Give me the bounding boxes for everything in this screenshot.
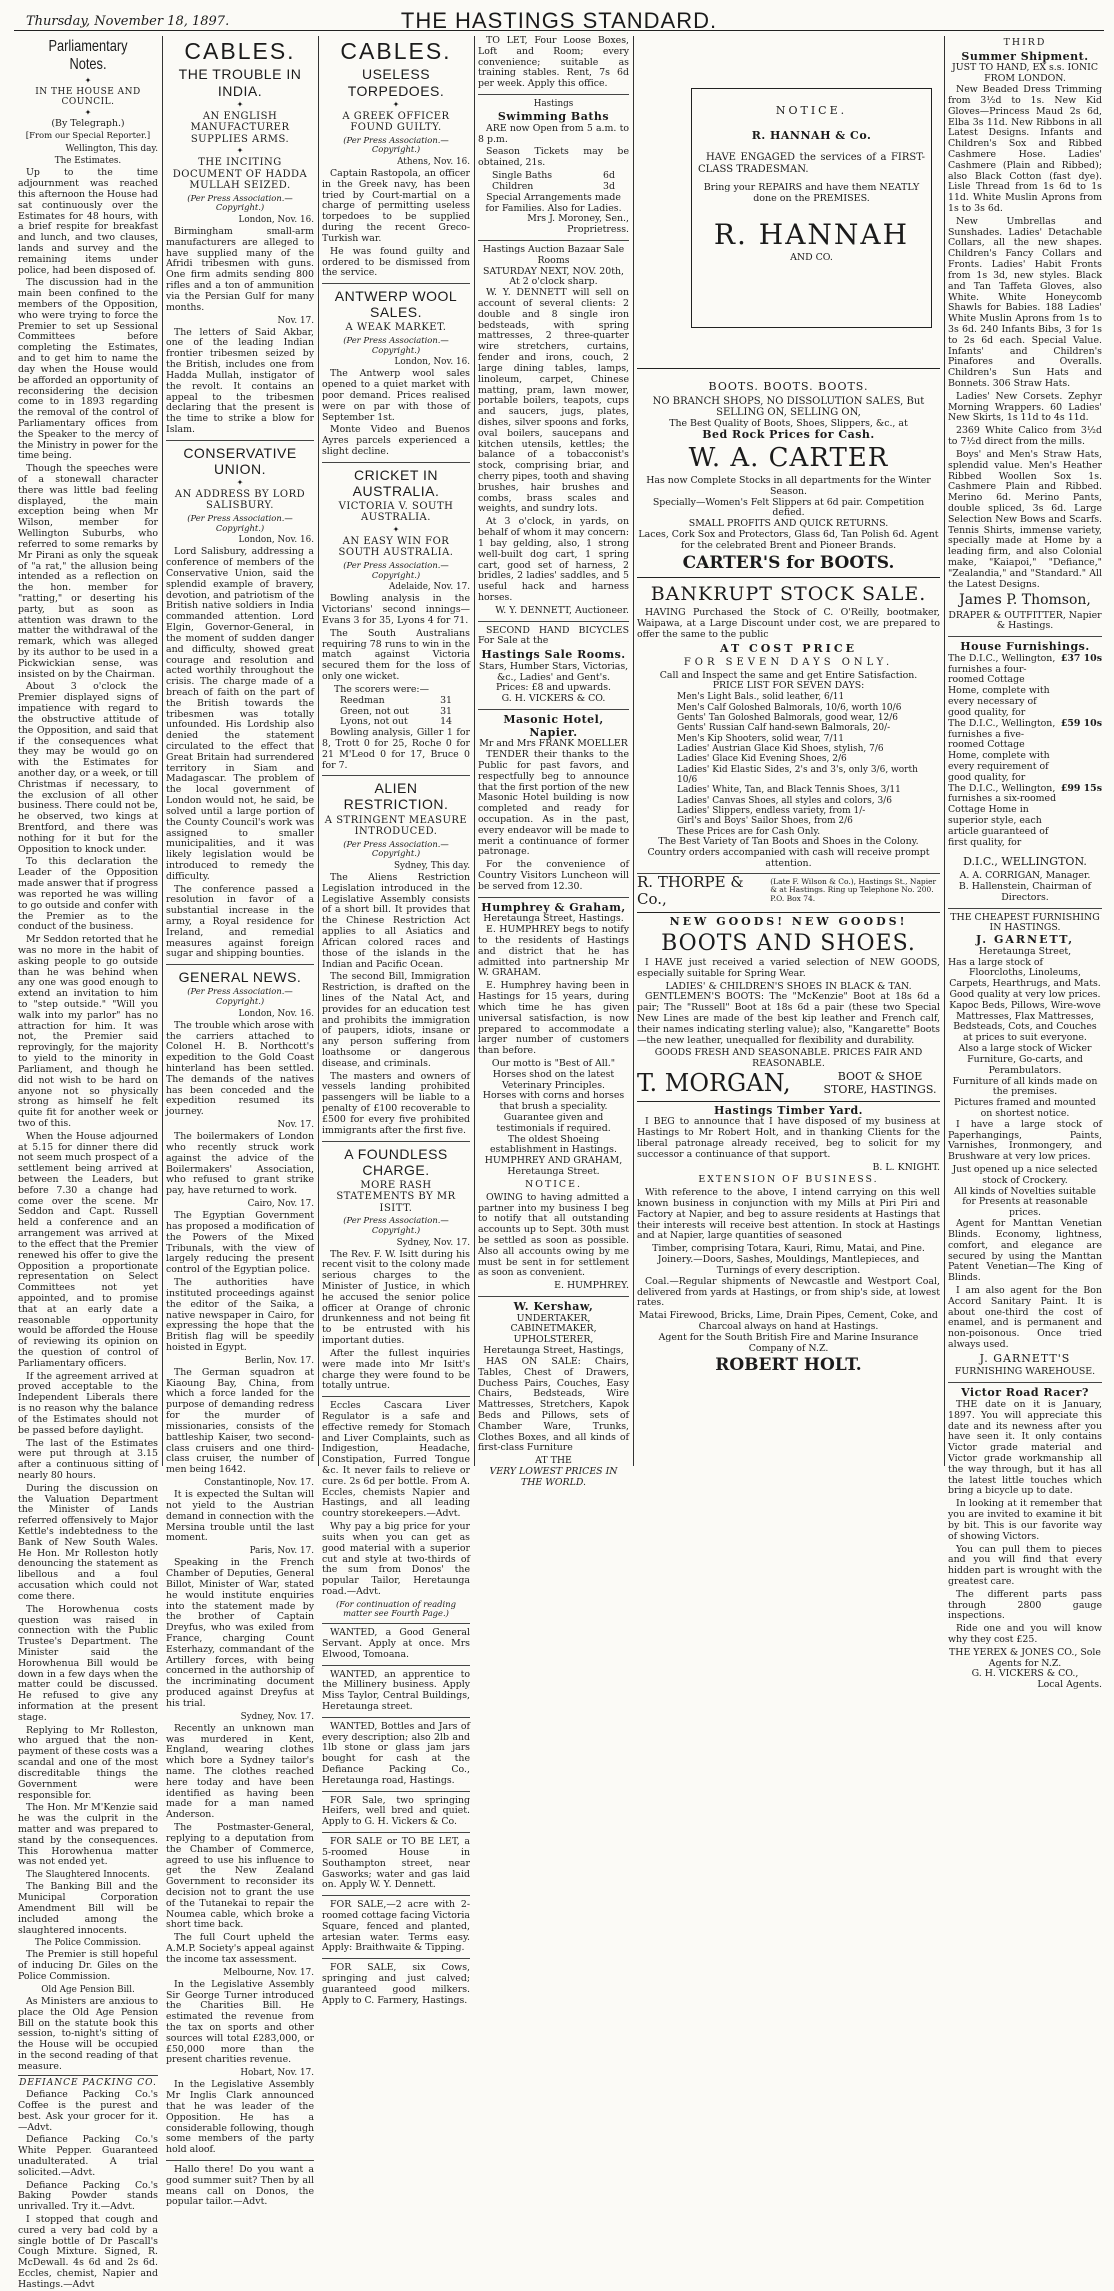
paragraph: Bowling analysis, Giller 1 for 8, Trott 0 for 25, Roche 0 for 21 M'Leod 0 for 17, Bruce 0 for 7. — [322, 727, 470, 771]
signature: B. L. KNIGHT. — [872, 1161, 940, 1173]
price-list-item: Girl's and Boys' Sailor Shoes, from 2/6 — [677, 816, 853, 827]
furnishing-row: The D.I.C., Wellington, furnishes a six-roomed Cottage Home in superior style, each article guaranteed of first quality, for £99 15s — [948, 782, 1102, 848]
price-list — [677, 692, 940, 837]
ad-place: Hastings — [533, 99, 574, 110]
paragraph: GOODS FRESH AND SEASONABLE. PRICES FAIR AND REASONABLE. — [654, 1047, 923, 1070]
carter-name: W. A. CARTER — [688, 443, 889, 474]
paragraph: The different parts pass through 2800 gauge inspections. — [948, 1588, 1102, 1622]
column-parliamentary-notes: Parliamentary Notes. ✦ IN THE HOUSE AND COUNCIL. ✦ (By Telegraph.) [From our Special Reporter.] Wellington, This day. The Estimates. Up to the time adjournment was reached this afternoon the House had sat continuously over the Estimates for 48 hours, with a brief respite for breakfast and lunch, and two clauses, lands and survey and the remaining items under police, had been disposed of. The discussion had in the main been confined to the members of the Opposition, who were trying to force the Premier to set up Sessional Committees before completing the Estimates, and to get him to name the day when the House would be afforded an opportunity of reconsidering the decision come to in 1893 regarding the removal of the control of Parliamentary offices from the Speaker to the mercy of the Ministry in power for the time being. Though the speeches were of a stonewall character there was little bad feeling displayed, the main exception being when Mr Wilson, member for Wellington Suburbs, who referred to some remarks by Mr Pirani as only the squeak of "a rat," the allusion being intended as a reflection on the hon. member for "ratting," or deserting his party, but as soon as attention was drawn to the matter the withdrawal of the remark, which was alleged by its author to be used in a Pickwickian sense, was insisted on by the Chairman. About 3 o'clock the Premier displayed signs of impatience with regard to the obstructive attitude of the Opposition, and said that if the consequences what they may be would go on with the Estimates for another day, or a week, or till Christmas if necessary, to the exclusion of all other business. There could not be, he observed, two kings at Brentford, and there was nothing for it but for the Opposition to knock under. To this declaration the Leader of the Opposition made answer that if progress was reported he was willing to go outside and confer with the Premier as to the conduct of the business. Mr Seddon retorted that he was no more in the habit of asking people to go outside than he was behind when any one was good enough to extend an invitation to him to "step outside." "Will you walk into my parlor" has no attraction for him. It was not, the Premier said reprovingly, for the majority to yield to the minority in Parliament, and though he did not wish to be hard on anyone not so physically strong as himself he felt quite fit for another week or two of this. When the House adjourned at 5.15 for dinner there did not seem much prospect of a settlement being arrived at between the Leaders, but before 7.30 a change had come over the scene. Mr Seddon and Capt. Russell held a conference and an arrangement was arrived at to the effect that the Premier renewed his offer to give the Opposition a proportionate representation on Select Committees not yet appointed, and to promise that at an early date a reasonable opportunity would be afforded the House of reviewing its opinion on the question of control of Parliamentary officers. If the agreement arrived at proved acceptable to the Independent Liberals there is no reason why the balance of the Estimates should not be passed before daylight. The last of the Estimates were put through at 3.15 after a continuous sitting of nearly 80 hours. During the discussion on the Valuation Department the Minister of Lands referred offensively to Major Kettle's indebtedness to the Bank of New South Wales. He Hon. Mr Rolleston hotly denouncing the statement as libellous and a foul accusation which could not come there. The Horowhenua costs question was raised in connection with the Public Trustee's Department. The Minister said the Horowhenua Bill would be down in a few days when the matter could be discussed. He refused to give any information at the present stage. Replying to Mr Rolleston, who argued that the non-payment of these costs was a scandal and one of the most discreditable things the Government were responsible for. The Hon. Mr M'Kenzie said he was the culprit in the matter and was prepared to stand by the consequences. This Horowhenua matter was not ended yet. The Slaughtered Innocents. The Banking Bill and the Municipal Corporation Amendment Bill will be included among the slaughtered innocents. The Police Commission. The Premier is still hopeful of inducing Dr. Giles on the Police Commission. Old Age Pension Bill. As Ministers are anxious to place the Old Age Pension Bill on the statute book this session, to-night's sitting of the House will be occupied in the second reading of that measure. DEFIANCE PACKING CO. Defiance Packing Co.'s Coffee is the purest and best. Ask your grocer for it.—Advt. Defiance Packing Co.'s White Pepper. Guaranteed unadulterated. A trial solicited.—Advt. Defiance Packing Co.'s Baking Powder stands unrivalled. Try it.—Advt. I stopped that cough and cured a very bad cold by a single bottle of Dr Pascall's Cough Mixture. Signed, R. McDewall. 4s 6d and 2s 6d. Eccles, chemist, Napier and Hastings.—Advt — [18, 38, 158, 2290]
classified-ad: TO LET, Four Loose Boxes, Loft and Room; every convenience; suitable as training stables. Rent, 7s 6d per week. Apply this office. — [478, 35, 629, 90]
paragraph: Stars, Humber Stars, Victorias, &c., Ladies' and Gent's. — [478, 660, 629, 683]
dateline: Sydney, Nov. 17. — [396, 1237, 470, 1248]
paragraph: Bowling analysis in the Victorians' second innings—Evans 3 for 35, Lyons 4 for 71. — [322, 593, 470, 627]
paragraph: Guarantee given and testimonials if required. — [496, 1112, 611, 1134]
paragraph: Lord Salisbury, addressing a conference of members of the Conservative Union, said the splendid example of bravery, devotion, and patriotism of the British native soldiers in India commanded attention. Lord Elgin, Governor-General, in the moment of sudden danger and difficulty, showed great courage and resolution and acted worthily throughout the crisis. The charge made of a breach of faith on the part of the British towards the tribesmen was totally unfounded. His Lordship also denied the statement circulated to the effect that Great Britain had surrendered territory in Siam and Madagascar. The problem of the local government of London would not, he said, be solved until a large portion of the County Council's work was assigned to smaller municipalities, and it was likely legislation would be introduced to remedy the difficulty. — [166, 546, 314, 882]
morgan-sign — [637, 1070, 940, 1098]
carter-logo: CARTER'S for BOOTS. — [682, 552, 895, 573]
paragraph: The Horowhenua costs question was raised in connection with the Public Trustee's Department. The Minister said the Horowhenua Bill would be down in a few days when the matter could be discussed. He refused to give any information at the present stage. — [18, 1603, 158, 1723]
paragraph: Replying to Mr Rolleston, who argued that the non-payment of these costs was a scandal and one of the most discreditable things the Government were responsible for. — [18, 1724, 158, 1801]
paragraph: Horses with corns and horses that brush a speciality. — [482, 1090, 625, 1113]
section-title: Parliamentary Notes. — [48, 38, 128, 74]
price-list-item: Gents' Tan Goloshed Balmorals, good wear, 12/6 — [677, 712, 899, 723]
holt-ad — [637, 1101, 940, 1376]
dateline: Paris, Nov. 17. — [249, 1546, 314, 1557]
paragraph: The discussion had in the main been confined to the members of the Opposition, who were trying to force the Premier to set up Sessional Committees before completing the Estimates, and to get him to name the day when the House would be afforded an opportunity of reconsidering the decision come to in 1893 regarding the removal of the control of Parliamentary offices from the Speaker to the mercy of the Ministry in power for the time being. — [18, 277, 158, 462]
price-list-item: Men's Light Bals., solid leather, 6/11 — [677, 692, 845, 703]
paragraph: The German squadron at Kiaoung Bay, China, from which a force landed for the purpose of demanding redress for the murder of missionaries, consists of the battleship Kaiser, two second-class cruisers and one third-class cruiser, the number of men being 1642. — [166, 1366, 314, 1476]
article-subtitle: AN ENGLISH MANUFACTURER SUPPLIES ARMS. — [190, 110, 290, 145]
morgan-name: T. MORGAN, — [637, 1069, 791, 1098]
press-credit: (Per Press Association.—Copyright.) — [343, 559, 449, 580]
paragraph: Speaking in the French Chamber of Deputies, General Billot, Minister of War, stated he would institute enquiries into the statement made by the brother of Captain Dreyfus, who was exiled from France, charging Count Esterhazy, commandant of the Artillery forces, with being concerned in the authorship of the incriminating document produced against Dreyfus at his trial. — [166, 1557, 314, 1709]
paragraph: The Aliens Restriction Legislation introduced in the Legislative Assembly consists of a short bill. It provides that the Chinese Restriction Act applies to all Asiatics and African colored races and those of the islands in the Indian and Pacific Ocean. — [322, 872, 470, 970]
paragraph: Horses shod on the latest Veterinary Principles. — [492, 1068, 615, 1091]
classified-ad: FOR SALE or TO BE LET, a 5-roomed House in Southampton street, near Gasworks; water and gas laid on. Apply W. Y. Dennett. — [322, 1836, 470, 1891]
dateline: London, Nov. 16. — [238, 214, 314, 225]
paragraph: To this declaration the Leader of the Opposition made answer that if progress was reported he was willing to go outside and confer with the Premier as to the conduct of the business. — [18, 856, 158, 933]
section-heading: The Slaughtered Innocents. — [26, 1870, 150, 1881]
dateline: Constantinople, Nov. 17. — [204, 1477, 314, 1488]
score-row: Lyons, not out 14 — [340, 716, 452, 728]
chairman: B. Hallenstein, Chairman of Directors. — [958, 880, 1092, 903]
paragraph: Has a large stock of — [948, 956, 1043, 968]
paragraph: If the agreement arrived at proved acceptable to the Independent Liberals there is no reason why the balance of the Estimates should not be passed before daylight. — [18, 1370, 158, 1436]
signature: HUMPHREY AND GRAHAM, Heretaunga Street. — [484, 1155, 623, 1178]
paragraph: Mr Seddon retorted that he was no more in the habit of asking people to go outside than he was behind when any one was good enough to extend an invitation to him to "step outside." "Will you walk into my parlor" has no attraction for him. It was not, the Premier said reprovingly, for the majority to yield to the minority in Parliament, and though he did not wish to be hard on anyone not so physically strong as himself he felt quite fit for another week or two of this. — [18, 934, 158, 1129]
dateline: London, Nov. 16. — [394, 357, 470, 368]
paragraph: Bring your REPAIRS and have them NEATLY done on the PREMISES. — [703, 182, 920, 205]
advertisement: Eccles Cascara Liver Regulator is a safe and effective remedy for Stomach and Liver Complaints, such as Indigestion, Headache, Constipation, Furred Tongue &c. It never fails to relieve or cure. 2s 6d per bottle. From A. Eccles, chemists Napier and Hastings, and all leading country storekeepers.—Advt. — [322, 1400, 470, 1520]
vickers: G. H. VICKERS & CO., — [971, 1668, 1079, 1680]
section-heading: The Estimates. — [54, 156, 122, 167]
paragraph: Birmingham small-arm manufacturers are alleged to have supplied many of the Afridi tribesmen with guns. One firm admits sending 800 rifles and a ton of ammunition via the Persian Gulf for many months. — [166, 226, 314, 313]
paragraph: Timber, comprising Totara, Kauri, Rimu, Matai, and Pine. — [652, 1243, 925, 1255]
article-title: USELESS TORPEDOES. — [347, 66, 445, 99]
paragraph: Country orders accompanied with cash will receive prompt attention. — [647, 846, 930, 869]
advertisement: Defiance Packing Co.'s Baking Powder stands unrivalled. Try it.—Advt. — [18, 2179, 158, 2213]
paragraph: Just opened up a nice selected stock of Crockery. — [952, 1164, 1098, 1186]
dateline: Athens, Nov. 16. — [397, 156, 470, 167]
paragraph: In the Legislative Assembly Mr Inglis Clark announced that he was leader of the Opposition. He has a considerable following, though some members of the party hold aloof. — [166, 2079, 314, 2156]
price-list-item: Ladies' Austrian Glace Kid Shoes, stylish, 7/6 — [677, 743, 884, 754]
dic-name: D.I.C., WELLINGTON. — [963, 855, 1087, 869]
paragraph: HAS ON SALE: Chairs, Tables, Chest of Drawers, Duchess Pairs, Couches, Easy Chairs, Bedsteads, Wire Mattresses, Stretchers, Kapok Beds and Pillows, sets of Chamber Ware, Trunks, Clothes Boxes, and all kinds of first-class Furniture — [478, 1355, 629, 1454]
boots-heading: BOOTS. BOOTS. BOOTS. — [708, 380, 869, 393]
morgan-ad — [637, 912, 940, 1098]
dateline: Nov. 17. — [277, 315, 314, 326]
paragraph: Matai Firewood, Bricks, Lime, Drain Pipes, Cement, Coke, and Charcoal always on hand at Hastings. — [639, 1310, 938, 1332]
paragraph: Joinery.—Doors, Sashes, Mouldings, Mantlepieces, and Turnings of every description. — [657, 1254, 920, 1276]
paragraph: Agent for the South British Fire and Marine Insurance Company of N.Z. — [658, 1331, 919, 1354]
paragraph: E. Humphrey having been in Hastings for 15 years, during which time he has given universal satisfaction, is now prepared to accommodate a larger number of customers than before. — [478, 980, 629, 1057]
article-subtitle: MORE RASH STATEMENTS BY MR ISITT. — [336, 1179, 456, 1214]
price-list-item: Ladies' Slippers, endless variety, from 1/- — [677, 806, 866, 817]
paragraph: Also a large stock of Wicker Furniture, Go-carts, and Perambulators. — [958, 1043, 1092, 1076]
article-subtitle: A GREEK OFFICER FOUND GUILTY. — [342, 110, 450, 134]
advertisement: Defiance Packing Co.'s Coffee is the purest and best. Ask your grocer for it.—Advt. — [18, 2089, 158, 2133]
column-rule — [318, 36, 319, 1466]
paragraph: I am also agent for the Bon Accord Sanitary Paint. It is about one-third the cost of enamel, and is permanent and non-poisonous. Once tried always used. — [948, 1284, 1102, 1351]
paragraph: THE CHEAPEST FURNISHING IN HASTINGS. — [950, 911, 1100, 934]
paragraph: The letters of Said Akbar, one of the leading Indian frontier tribesmen seized by the British, includes one from Hadda Mullah, instigator of the revolt. It contains an appeal to the tribesmen declaring that the present is the time to strike a blow for Islam. — [166, 326, 314, 435]
carter-ad — [637, 368, 940, 573]
classified-ad: WANTED, an apprentice to the Millinery business. Apply Miss Taylor, Central Buildings, Heretaunga street. — [322, 1668, 470, 1712]
paragraph: Agent for Manttan Venetian Blinds. Economy, lightness, comfort, and elegance are secured by using the Manttan Patent Venetian—The King of Blinds. — [948, 1218, 1102, 1284]
column-rule — [633, 36, 634, 1466]
motto: Our motto is "Best of All." — [491, 1057, 616, 1069]
dateline: Hobart, Nov. 17. — [240, 2068, 314, 2079]
article-subtitle: VICTORIA V. SOUTH AUSTRALIA. — [338, 500, 454, 524]
signature: E. HUMPHREY. — [554, 1280, 629, 1292]
paragraph: The Postmaster-General, replying to a deputation from the Chamber of Commerce, agreed to use his influence to get the New Zealand Government to reconsider its decision not to grant the use of the Tutanekai to repair the Noumea cable, which broke a short time back. — [166, 1822, 314, 1931]
bankrupt-heading: BANKRUPT STOCK SALE. — [650, 583, 927, 606]
score-row: Green, not out 31 — [340, 705, 452, 717]
ad-date: SATURDAY NEXT, NOV. 20th, At 2 o'clock sharp. — [482, 265, 625, 288]
cables-heading: CABLES. — [184, 38, 296, 64]
paragraph: The masters and owners of vessels landing prohibited passengers will be liable to a penalty of £100 recoverable to £500 for every five prohibited immigrants after the first five. — [322, 1070, 470, 1136]
dateline: Berlin, Nov. 17. — [244, 1355, 314, 1366]
address: Heretaunga Street, — [978, 945, 1072, 957]
paragraph: Special Arrangements made for Families. Also for Ladies. — [485, 191, 622, 214]
paragraph: He was found guilty and ordered to be dismissed from the service. — [322, 245, 470, 279]
signature: G. H. VICKERS & CO. — [501, 693, 606, 705]
paragraph: Monte Video and Buenos Ayres parcels experienced a slight decline. — [322, 424, 470, 457]
advertisement: Defiance Packing Co.'s White Pepper. Guaranteed unadulterated. A trial solicited.—Advt. — [18, 2134, 158, 2178]
article-subtitle: AN ADDRESS BY LORD SALISBURY. — [174, 488, 306, 512]
paragraph: LADIES' & CHILDREN'S SHOES IN BLACK & TAN. — [665, 980, 912, 992]
column-cables-india: CABLES. THE TROUBLE IN INDIA. ✦ AN ENGLISH MANUFACTURER SUPPLIES ARMS. ✦ THE INCITING DOCUMENT OF HADDA MULLAH SEIZED. (Per Press Association.—Copyright.) London, Nov. 16. Birmingham small-arm manufacturers are alleged to have supplied many of the Afridi tribesmen with guns. One firm admits sending 800 rifles and a ton of ammunition via the Persian Gulf for many months. Nov. 17. The letters of Said Akbar, one of the leading Indian frontier tribesmen seized by the British, includes one from Hadda Mullah, instigator of the revolt. It contains an appeal to the tribesmen declaring that the present is the time to strike a blow for Islam. CONSERVATIVE UNION. ✦ AN ADDRESS BY LORD SALISBURY. (Per Press Association.—Copyright.) London, Nov. 16. Lord Salisbury, addressing a conference of members of the Conservative Union, said the splendid example of bravery, devotion, and patriotism of the British native soldiers in India commanded attention. Lord Elgin, Governor-General, in the moment of sudden danger and difficulty, showed great courage and resolution and acted worthily throughout the crisis. The charge made of a breach of faith on the part of the British towards the tribesmen was totally unfounded. His Lordship also denied the statement circulated to the effect that Great Britain had surrendered territory in Siam and Madagascar. The problem of the local government of London would not, he said, be solved until a large portion of the County Council's work was assigned to smaller municipalities, and it was likely legislation would be introduced to remedy the difficulty. The conference passed a resolution in favor of a substantial increase in the army, a Royal residence for Ireland, and remedial measures against foreign sugar and shipping bounties. GENERAL NEWS. (Per Press Association.—Copyright.) London, Nov. 16. The trouble which arose with the carriers attached to Colonel H. B. Northcott's expedition to the Gold Coast hinterland has been settled. The demands of the natives has been conceded and the expedition resumed its journey. Nov. 17. The boilermakers of London who recently struck work against the advice of the Boilermakers' Association, who refused to grant strike pay, have returned to work. Cairo, Nov. 17. The Egyptian Government has proposed a modification of the Powers of the Mixed Tribunals, with the view of largely reducing the present control of the Egyptian police. The authorities have instituted proceedings against the editor of the Saika, a native newspaper in Cairo, for expressing the hope that the British flag will be speedily hoisted in Egypt. Berlin, Nov. 17. The German squadron at Kiaoung Bay, China, from which a force landed for the purpose of demanding redress for the murder of missionaries, consists of the battleship Kaiser, two second-class cruisers and one third-class cruiser, the number of men being 1642. Constantinople, Nov. 17. It is expected the Sultan will not yield to the Austrian demand in connection with the Mersina trouble until the last moment. Paris, Nov. 17. Speaking in the French Chamber of Deputies, General Billot, Minister of War, stated he would institute enquiries into the statement made by the brother of Captain Dreyfus, who was exiled from France, charging Count Esterhazy, commandant of the Artillery forces, with being concerned in the authorship of the incriminating document produced against Dreyfus at his trial. Sydney, Nov. 17. Recently an unknown man was murdered in Kent, England, wearing clothes which bore a Sydney tailor's name. The clothes reached here today and have been identified as having been made for a man named Anderson. The Postmaster-General, replying to a deputation from the Chamber of Commerce, agreed to use his influence to get the New Zealand Government to reconsider its decision not to grant the use of the Tutanekai to repair the Noumea cable, which broke a short time back. The full Court upheld the A.M.P. Society's appeal against the income tax assessment. Melbourne, Nov. 17. In the Legislative Assembly Sir George Turner introduced the Charities Bill. He estimated the revenue from the tax on sports and other sources will total £283,000, or £50,000 more than the present charities revenue. Hobart, Nov. 17. In the Legislative Assembly Mr Inglis Clark announced that he was leader of the Opposition. He has a considerable following, though some members of the party hold aloof. Hallo there! Do you want a good summer suit? Then by all means call on Donos, the popular tailor.—Advt. — [166, 38, 314, 2208]
article-subtitle: A WEAK MARKET. — [345, 322, 447, 334]
paragraph: The Premier is still hopeful of inducing Dr. Giles on the Police Commission. — [18, 1949, 158, 1983]
holt-name: ROBERT HOLT. — [715, 1355, 862, 1376]
paragraph: 2369 White Calico from 3½d to 7½d direct from the mills. — [948, 425, 1102, 448]
paragraph: Ride one and you will know why they cost £25. — [948, 1623, 1102, 1645]
paragraph: Furniture of all kinds made on the premises. — [952, 1075, 1098, 1098]
column-rule — [474, 36, 475, 1466]
dateline: Sydney, This day. — [393, 860, 470, 871]
cost-price: AT COST PRICE — [720, 641, 857, 655]
furnishing-row: The D.I.C., Wellington, furnishes a four-roomed Cottage Home, complete with every necessary of good quality, for £37 10s — [948, 652, 1102, 718]
baths-title: Swimming Baths — [497, 110, 610, 124]
paragraph: The trouble which arose with the carriers attached to Colonel H. B. Northcott's expedition to the Gold Coast hinterland has been settled. The demands of the natives has been conceded and the expedition resumed its journey. — [166, 1019, 314, 1118]
paragraph: JUST TO HAND, EX s.s. IONIC FROM LONDON. — [951, 62, 1099, 85]
notice-title: NOTICE. — [525, 1178, 582, 1190]
furnishing-row: The D.I.C., Wellington, furnishes a five-roomed Cottage Home, complete with every requirement of good quality, for £59 10s — [948, 717, 1102, 783]
hannah-name: R. HANNAH — [713, 218, 910, 252]
paragraph: Kapoc Beds, Pillows, Wire-wove Mattresses, Flax Mattresses, Bedsteads, Cots, and Couches at prices to suit everyone. — [949, 999, 1101, 1044]
column-local-ads — [478, 35, 629, 1488]
paragraph: Coal.—Regular shipments of Newcastle and Westport Coal, delivered from yards at Hastings, or from ship's side, at lowest rates. — [637, 1275, 940, 1309]
bed-rock-prices: Bed Rock Prices for Cash. — [702, 428, 875, 442]
paragraph: All kinds of Novelties suitable for Presents at reasonable prices. — [954, 1185, 1096, 1219]
paragraph: In looking at it remember that you are invited to examine it bit by bit. This is our favorite way of showing Victors. — [948, 1498, 1102, 1542]
column-rule — [162, 36, 163, 1466]
hannah-notice-box — [691, 88, 932, 328]
paragraph: VERY LOWEST PRICES IN THE WORLD. — [489, 1466, 618, 1488]
article-title: A FOUNDLESS CHARGE. — [344, 1145, 448, 1178]
article-title: GENERAL NEWS. — [178, 969, 302, 986]
paragraph: The Banking Bill and the Municipal Corporation Amendment Bill will be included among the slaughtered innocents. — [18, 1881, 158, 1936]
advertisement: I stopped that cough and cured a very bad cold by a single bottle of Dr Pascall's Cough Mixture. Signed, R. McDewall. 4s 6d and 2s 6d. Eccles, chemist, Napier and Hastings.—Advt — [18, 2214, 158, 2290]
section-heading: The Police Commission. — [34, 1938, 142, 1949]
paragraph: HAVING Purchased the Stock of C. O'Reilly, bootmaker, Waipawa, at a Large Discount under cost, we are prepared to offer the same to the public — [637, 607, 940, 640]
press-credit: (Per Press Association.—Copyright.) — [187, 986, 293, 1007]
local-agents: Local Agents. — [1037, 1679, 1102, 1691]
issue-date: Thursday, November 18, 1897. — [26, 14, 230, 29]
extension-heading: EXTENSION OF BUSINESS. — [698, 1174, 879, 1186]
paragraph: The authorities have instituted proceedings against the editor of the Saika, a native newspaper in Cairo, for expressing the hope that the British flag will be speedily hoisted in Egypt. — [166, 1277, 314, 1353]
paragraph: About 3 o'clock the Premier displayed signs of impatience with regard to the obstructive attitude of the Opposition, and said that if the consequences what they may be would go on with the Estimates for another day, or a week, or till Christmas if necessary, to the exclusion of all other business. There could not be, he observed, two kings at Brentford, and there was nothing for it but for the Opposition to knock under. — [18, 681, 158, 855]
dateline: Cairo, Nov. 17. — [247, 1199, 314, 1210]
price-row: Single Baths 6d — [492, 170, 615, 182]
paragraph: Pictures framed and mounted on shortest notice. — [954, 1097, 1096, 1119]
address: Heretaunga Street, Hastings, — [483, 1345, 624, 1357]
house-furnishings: House Furnishings. — [960, 640, 1090, 654]
paragraph: The second Bill, Immigration Restriction, is drafted on the lines of the Natal Act, and provides for an education test and prohibits the immigration of paupers, idiots, insane or any person suffering from loathsome or dangerous disease, and criminals. — [322, 971, 470, 1069]
classified-ad: WANTED, a Good General Servant. Apply at once. Mrs Elwood, Tomoana. — [322, 1627, 470, 1660]
paragraph: THE date on it is January, 1897. You will appreciate this date and its newness after you have seen it. It only contains Victor grade material and Victor grade workmanship all the way through, but it has all the latest little touches which bring a bicycle up to date. — [948, 1398, 1102, 1497]
subtitle: IN THE HOUSE AND COUNCIL. — [35, 86, 141, 108]
paragraph: Captain Rastopola, an officer in the Greek navy, has been tried by Court-martial on a charge of permitting useless torpedoes to be supplied during the recent Greco-Turkish war. — [322, 168, 470, 244]
paragraph: AT THE — [535, 1455, 572, 1467]
signature: W. Y. DENNETT, Auctioneer. — [495, 604, 629, 616]
hannah-heading: R. HANNAH & Co. — [751, 128, 872, 142]
paragraph: I BEG to announce that I have disposed of my business at Hastings to Mr Robert Holt, and in thanking Clients for the liberal patronage already received, beg to solicit for my successor a continuance of that support. — [637, 1116, 940, 1160]
advertisement: Why pay a big price for your suits when you can get as good material with a superior cut and style at two-thirds of the sum from Donos' the popular Tailor, Heretaunga road.—Advt. — [322, 1521, 470, 1597]
classified-ad: FOR Sale, two springing Heifers, well bred and quiet. Apply to G. H. Vickers & Co. — [322, 1794, 470, 1828]
paragraph: The Egyptian Government has proposed a modification of the Powers of the Mixed Tribunals, with the view of largely reducing the present control of the Egyptian police. — [166, 1210, 314, 1276]
classified-ad: FOR SALE,—2 acre with 2-roomed cottage facing Victoria Square, fenced and planted, artesian water. Terms easy. Apply: Braithwaite & Tipping. — [322, 1899, 470, 1954]
humphrey-graham-title: Humphrey & Graham, — [481, 900, 626, 914]
article-subtitle: THE INCITING DOCUMENT OF HADDA MULLAH SEIZED. — [172, 157, 308, 192]
byline: (By Telegraph.) — [51, 118, 125, 130]
timber-yard-title: Hastings Timber Yard. — [714, 1103, 863, 1117]
column-display-ads — [637, 36, 940, 1476]
paragraph: Call and Inspect the same and get Entire Satisfaction. — [659, 669, 918, 681]
paragraph: Season Tickets may be obtained, 21s. — [478, 146, 629, 169]
score-row: Reedman 31 — [340, 694, 452, 706]
article-title: CONSERVATIVE UNION. — [183, 444, 297, 477]
summer-shipment: Summer Shipment. — [961, 49, 1089, 63]
dateline: London, Nov. 16. — [238, 535, 314, 546]
seven-days: FOR SEVEN DAYS ONLY. — [683, 657, 894, 669]
cables-heading: CABLES. — [340, 38, 452, 64]
yerex-jones: THE YEREX & JONES CO., Sole Agents for N.Z. — [949, 1646, 1101, 1669]
paragraph: The Hon. Mr M'Kenzie said he was the culprit in the matter and was prepared to stand by the consequences. This Horowhenua matter was not ended yet. — [18, 1802, 158, 1868]
paragraph: The full Court upheld the A.M.P. Society's appeal against the income tax assessment. — [166, 1932, 314, 1965]
paragraph: During the discussion on the Valuation Department the Minister of Lands referred offensively to Major Kettle's indebtedness to the Bank of New South Wales. He Hon. Mr Rolleston hotly denouncing the statement as libellous and a foul accusation which could not come there. — [18, 1482, 158, 1602]
manager: A. A. CORRIGAN, Manager. — [959, 870, 1091, 882]
paragraph: The Best Quality of Boots, Shoes, Slippers, &c., at — [669, 417, 908, 429]
paragraph: I have a large stock of Paperhangings, Paints, Varnishes, Ironmongery, and Brushware at very low prices. — [948, 1118, 1102, 1163]
press-credit: (Per Press Association.—Copyright.) — [343, 134, 449, 155]
section-heading: Old Age Pension Bill. — [41, 1984, 135, 1995]
column-cables-world: CABLES. USELESS TORPEDOES. ✦ A GREEK OFFICER FOUND GUILTY. (Per Press Association.—Copyright.) Athens, Nov. 16. Captain Rastopola, an officer in the Greek navy, has been tried by Court-martial on a charge of permitting useless torpedoes to be supplied during the recent Greco-Turkish war. He was found guilty and ordered to be dismissed from the service. ANTWERP WOOL SALES. A WEAK MARKET. (Per Press Association.—Copyright.) London, Nov. 16. The Antwerp wool sales opened to a quiet market with poor demand. Prices realised were on par with those of September 1st. Monte Video and Buenos Ayres parcels experienced a slight decline. CRICKET IN AUSTRALIA. VICTORIA V. SOUTH AUSTRALIA. ✦ AN EASY WIN FOR SOUTH AUSTRALIA. (Per Press Association.—Copyright.) Adelaide, Nov. 17. Bowling analysis in the Victorians' second innings—Evans 3 for 35, Lyons 4 for 71. The South Australians requiring 78 runs to win in the match against Victoria secured them for the loss of only one wicket. The scorers were:— Reedman 31 Green, not out 31 Lyons, not out 14 Bowling analysis, Giller 1 for 8, Trott 0 for 25, Roche 0 for 21 M'Leod 0 for 17, Bruce 0 for 7. ALIEN RESTRICTION. A STRINGENT MEASURE INTRODUCED. (Per Press Association.—Copyright.) Sydney, This day. The Aliens Restriction Legislation introduced in the Legislative Assembly consists of a short bill. It provides that the Chinese Restriction Act applies to all Asiatics and African colored races and those of the islands in the Indian and Pacific Ocean. The second Bill, Immigration Restriction, is drafted on the lines of the Natal Act, and provides for an education test and prohibits the immigration of paupers, idiots, insane or any person suffering from loathsome or dangerous disease, and criminals. The masters and owners of vessels landing prohibited passengers will be liable to a penalty of £100 recoverable to £500 for every five prohibited immigrants after the first five. A FOUNDLESS CHARGE. MORE RASH STATEMENTS BY MR ISITT. (Per Press Association.—Copyright.) Sydney, Nov. 17. The Rev. F. W. Isitt during his recent visit to the colony made serious charges to the Minister of Justice, in which he accused the senior police officer at Orange of chronic drunkenness and not being fit to be entrusted with his important duties. After the fullest inquiries were made into Mr Isitt's charge they were found to be totally untrue. Eccles Cascara Liver Regulator is a safe and effective remedy for Stomach and Liver Complaints, such as Indigestion, Headache, Constipation, Furred Tongue &c. It never fails to relieve or cure. 2s 6d per bottle. From A. Eccles, chemists Napier and Hastings, and all leading country storekeepers.—Advt. Why pay a big price for your suits when you can get as good material with a superior cut and style at two-thirds of the sum from Donos' the popular Tailor, Heretaunga road.—Advt. (For continuation of reading matter see Fourth Page.) WANTED, a Good General Servant. Apply at once. Mrs Elwood, Tomoana. WANTED, an apprentice to the Millinery business. Apply Miss Taylor, Central Buildings, Heretaunga street. WANTED, Bottles and Jars of every description; also 2lb and 1lb stone or glass jam jars bought for cash at the Defiance Packing Co., Heretaunga road, Hastings. FOR Sale, two springing Heifers, well bred and quiet. Apply to G. H. Vickers & Co. FOR SALE or TO BE LET, a 5-roomed House in Southampton street, near Gasworks; water and gas laid on. Apply W. Y. Dennett. FOR SALE,—2 acre with 2-roomed cottage facing Victoria Square, fenced and planted, artesian water. Terms easy. Apply: Braithwaite & Tipping. FOR SALE, six Cows, springing and just calved; guaranteed good milkers. Apply to C. Farmery, Hastings. — [322, 38, 470, 2006]
paragraph: HAVE ENGAGED the services of a FIRST-CLASS TRADESMAN. — [698, 152, 925, 175]
paragraph: It is expected the Sultan will not yield to the Austrian demand in connection with the Mersina trouble until the last moment. — [166, 1489, 314, 1544]
address: Heretaunga Street, Hastings. — [483, 913, 624, 925]
article-subtitle: A STRINGENT MEASURE INTRODUCED. — [324, 814, 468, 838]
paragraph: The last of the Estimates were put through at 3.15 after a continuous sitting of nearly 80 hours. — [18, 1437, 158, 1481]
paragraph: E. HUMPHREY begs to notify to the residents of Hastings and district that he has admitted into partnership Mr W. GRAHAM. — [478, 924, 629, 979]
article-subtitle: AN EASY WIN FOR SOUTH AUSTRALIA. — [338, 535, 454, 559]
price-list-item: These Prices are for Cash Only. — [677, 826, 821, 837]
third-label: THIRD — [1003, 37, 1047, 48]
notice-heading: NOTICE. — [775, 104, 848, 117]
paragraph: Laces, Cork Sox and Protectors, Glass 6d, Tan Polish 6d. Agent for the celebrated Brent and Pioneer Brands. — [638, 529, 939, 551]
paragraph: Specially—Women's Felt Slippers at 6d pair. Competition defied. — [652, 496, 925, 519]
thorpe-ad — [637, 873, 940, 909]
thomson-subtitle: DRAPER & OUTFITTER, Napier & Hastings. — [948, 609, 1102, 632]
thorpe-address: (Late F. Wilson & Co.), Hastings St., Napier & at Hastings. Ring up Telephone No. 200. P.O. Box 74. — [770, 876, 937, 904]
boots-and-shoes: BOOTS AND SHOES. — [661, 930, 916, 956]
paragraph: I HAVE just received a varied selection of NEW GOODS, especially suitable for Spring Wear. — [637, 956, 940, 979]
dateline: Nov. 17. — [277, 1120, 314, 1131]
ad-subtitle: UNDERTAKER, CABINETMAKER, UPHOLSTERER, — [510, 1312, 597, 1346]
press-credit: (Per Press Association.—Copyright.) — [343, 838, 449, 859]
signature: Mrs J. Moroney, Sen., Proprietress. — [527, 213, 629, 236]
paragraph: SECOND HAND BICYCLES For Sale at the — [478, 624, 629, 647]
byline: [From our Special Reporter.] — [25, 131, 151, 142]
scorers-label: The scorers were:— — [334, 683, 429, 695]
dateline: Adelaide, Nov. 17. — [389, 582, 470, 593]
paragraph: The oldest Shoeing establishment in Hastings. — [490, 1133, 617, 1156]
press-credit: (Per Press Association.—Copyright.) — [343, 1215, 449, 1235]
garnett-name: J. GARNETT, — [975, 933, 1075, 947]
price-list-item: Men's Kip Shooters, solid wear, 7/11 — [677, 733, 844, 744]
price-list-item: Ladies' Kid Elastic Sides, 2's and 3's, only 3/6, worth 10/6 — [677, 764, 918, 786]
ad-names: Mr and Mrs FRANK MOELLER — [479, 738, 628, 750]
press-credit: (Per Press Association.—Copyright.) — [187, 512, 293, 533]
paragraph: The Best Variety of Tan Boots and Shoes in the Colony. — [658, 836, 919, 848]
defiance-logo: DEFIANCE PACKING CO. — [18, 2075, 158, 2088]
press-credit: (Per Press Association.—Copyright.) — [187, 192, 293, 213]
paragraph: Though the speeches were of a stonewall character there was little bad feeling displayed, the main exception being when Mr Wilson, member for Wellington Suburbs, who referred to some remarks by Mr Pirani as only the squeak of "a rat," the allusion being intended as a reflection on the hon. member for "ratting," or deserting his party, but as soon as attention was drawn to the matter the withdrawal of the remark, which was alleged by its author to be used in a Pickwickian sense, was insisted on by the Chairman. — [18, 463, 158, 680]
dateline: Sydney, Nov. 17. — [240, 1711, 314, 1722]
paragraph: W. Y. DENNETT will sell on account of several clients: 2 double and 8 single iron bedsteads, with spring mattresses, 2 three-quarter wire stretchers, curtains, fender and irons, couch, 2 large dining tables, lamps, linoleum, carpet, Chinese matting, pram, lawn mower, portable boilers, teapots, cups and saucers, jugs, plates, dishes, silver spoons and forks, oval boilers, saucepans and kitchen utensils, kettles; the balance of a tobacconist's stock, comprising briar, and cherry pipes, tooth and shaving brushes, hair brushes and combs, brass scales and weights, and sundry lots. — [478, 287, 629, 515]
paragraph: The Antwerp wool sales opened to a quiet market with poor demand. Prices realised were on par with those of September 1st. — [322, 368, 470, 423]
paragraph: Has now Complete Stocks in all departments for the Winter Season. — [646, 474, 931, 497]
price-list-item: Ladies' Glace Kid Evening Shoes, 2/6 — [677, 754, 847, 765]
paragraph: Recently an unknown man was murdered in Kent, England, wearing clothes which bore a Sydney tailor's name. The clothes reached here today and have been identified as having been made for a man named Anderson. — [166, 1722, 314, 1821]
classified-ad: WANTED, Bottles and Jars of every description; also 2lb and 1lb stone or glass jam jars bought for cash at the Defiance Packing Co., Heretaunga road, Hastings. — [322, 1720, 470, 1786]
paragraph: ARE now Open from 5 a.m. to 8 p.m. — [478, 122, 629, 145]
ad-heading: Hastings Auction Bazaar Sale Rooms — [482, 243, 625, 266]
classified-ad: FOR SALE, six Cows, springing and just calved; guaranteed good milkers. Apply to C. Farmery, Hastings. — [322, 1962, 470, 2006]
paragraph: For the convenience of Country Visitors Luncheon will be served from 12.30. — [478, 859, 629, 892]
paragraph: Ladies' New Corsets. Zephyr Morning Wrappers. 60 Ladies' New Skirts, 1s 11d to 4s 11d. — [948, 390, 1102, 424]
press-credit: (Per Press Association.—Copyright.) — [343, 334, 449, 355]
dateline: London, Nov. 16. — [238, 1008, 314, 1019]
masthead — [14, 0, 1104, 31]
continuation-note: (For continuation of reading matter see Fourth Page.) — [336, 1598, 456, 1619]
column-rule — [944, 36, 945, 1466]
paragraph: TENDER their thanks to the Public for past favors, and respectfully beg to announce that the first portion of the new Masonic Hotel building is now completed and ready for occupation. As in the past, every endeavor will be made to merit a continuance of former patronage. — [478, 749, 629, 858]
newspaper-title: THE HASTINGS STANDARD. — [400, 8, 718, 33]
article-title: ALIEN RESTRICTION. — [343, 780, 449, 813]
article-title: ANTWERP WOOL SALES. — [334, 288, 458, 321]
morgan-store: BOOT & SHOE STORE, HASTINGS. — [823, 1070, 937, 1096]
paragraph: OWING to having admitted a partner into my business I beg to notify that all outstanding accounts up to Sept. 30th must be settled as soon as possible. Also all accounts owing by me must be sent in for settlement as soon as convenient. — [478, 1191, 629, 1279]
masonic-title: Masonic Hotel, Napier. — [503, 713, 604, 739]
garnetts-name: J. GARNETT'S — [979, 1351, 1071, 1365]
article-title: CRICKET IN AUSTRALIA. — [352, 466, 440, 499]
price-list-item: Ladies' Canvas Shoes, all styles and colors, 3/6 — [677, 795, 892, 806]
paragraph: Floorcloths, Linoleums, Carpets, Hearthrugs, and Mats. Good quality at very low prices. — [949, 967, 1101, 1001]
column-drapery-ads — [948, 36, 1102, 1691]
sale-rooms-title: Hastings Sale Rooms. — [481, 648, 626, 662]
paragraph: New Beaded Dress Trimming from 3½d to 1s. New Kid Gloves—Princess Maud 2s 6d, Elba 3s 11d. New Ribbons in all Latest Designs. Infants and Children's Sox and Ribbed Cashmere Hose. Ladies' Cashmere (Plain and Ribbed); also Black Cotton (fast dye). Lisle Thread from 1s 6d to 1s 11d. White Muslin Aprons from 1s to 3s 6d. — [948, 84, 1102, 215]
article-title: THE TROUBLE IN INDIA. — [178, 66, 302, 99]
paragraph: GENTLEMEN'S BOOTS: The "McKenzie" Boot at 18s 6d a pair; The "Russell" Boot at 18s 6d a pair (these two Special New Lines are made of the best kip leather and French calf, their names indicating sterling value); also, "Kangarette" Boots—the new leather, unequalled for flexibility and durability. — [637, 991, 940, 1046]
price-list-item: Gents' Russian Calf hand-sewn Balmorals, 20/- — [677, 723, 891, 734]
price-row: Children 3d — [492, 180, 615, 192]
paragraph: You can pull them to pieces and you will find that every hidden part is wrought with the greatest care. — [948, 1543, 1102, 1587]
hannah-co: AND CO. — [790, 252, 833, 264]
paragraph: The boilermakers of London who recently struck work against the advice of the Boilermakers' Association, who refused to grant strike pay, have returned to work. — [166, 1131, 314, 1197]
paragraph: New Umbrellas and Sunshades. Ladies' Detachable Collars, all the new shapes. Children's Fancy Collars and Fronts. Ladies' Habit Fronts from 1s 3d, new styles. Black and Tan Taffeta Gloves, also White. White Honeycomb Shawls for Babies. 188 Ladies' White Muslin Aprons from 1s to 3s 6d. 240 Infants Bibs, 3 for 1s to 2s 6d each. Special Value. Infants' and Children's Pinafores and Overalls. Children's Sun Hats and Bonnets. 306 Straw Hats. — [948, 215, 1102, 390]
paragraph: The South Australians requiring 78 runs to win in the match against Victoria secured them for the loss of only one wicket. — [322, 627, 470, 683]
paragraph: With reference to the above, I intend carrying on this well known business in conjunction with my Mills at Piri Piri and Factory at Napier, and beg to assure residents at Hastings that their interests will receive best attention. In stock at Hastings and at Napier, large quantities of seasoned — [637, 1187, 940, 1242]
bankrupt-ad — [637, 577, 940, 908]
price-list-item: Ladies' White, Tan, and Black Tennis Shoes, 3/11 — [677, 785, 901, 796]
advertisement: Hallo there! Do you want a good summer suit? Then by all means call on Donos, the popular tailor.—Advt. — [166, 2164, 314, 2208]
paragraph: After the fullest inquiries were made into Mr Isitt's charge they were found to be totally untrue. — [322, 1347, 470, 1392]
warehouse: FURNISHING WAREHOUSE. — [954, 1366, 1096, 1378]
price-list-item: Men's Calf Goloshed Balmorals, 10/6, worth 10/6 — [677, 702, 902, 713]
new-goods: NEW GOODS! NEW GOODS! — [669, 915, 908, 929]
paragraph: The Rev. F. W. Isitt during his recent visit to the colony made serious charges to the Minister of Justice, in which he accused the senior police officer at Orange of chronic drunkenness and not being fit to be entrusted with his important duties. — [322, 1248, 470, 1347]
paragraph: At 3 o'clock, in yards, on behalf of whom it may concern: 1 bay gelding, also, 1 strong well-built dog cart, 1 spring cart, good set of harness, 2 bridles, 2 ladies' saddles, and 5 useful hack and harness horses. — [478, 516, 629, 603]
paragraph: In the Legislative Assembly Sir George Turner introduced the Charities Bill. He estimated the revenue from the tax on sports and other sources will total £283,000, or £50,000 more than the present charities revenue. — [166, 1978, 314, 2066]
paragraph: The conference passed a resolution in favor of a substantial increase in the army, a Royal residence for Ireland, and remedial measures against foreign sugar and shipping bounties. — [166, 883, 314, 960]
dateline: Wellington, This day. — [65, 144, 158, 155]
price-list-heading: PRICE LIST FOR SEVEN DAYS: — [712, 680, 865, 692]
kershaw-title: W. Kershaw, — [513, 1300, 594, 1313]
dateline: Melbourne, Nov. 17. — [223, 1967, 314, 1978]
paragraph: NO BRANCH SHOPS, NO DISSOLUTION SALES, But SELLING ON, SELLING ON, — [652, 395, 925, 419]
victor-title: Victor Road Racer? — [961, 1386, 1089, 1400]
thorpe-name: R. THORPE & Co., — [637, 872, 744, 908]
paragraph: Prices: £8 and upwards. — [496, 682, 611, 694]
paragraph: SMALL PROFITS AND QUICK RETURNS. — [688, 518, 889, 530]
paragraph: When the House adjourned at 5.15 for dinner there did not seem much prospect of a settlement being arrived at between the Leaders, but before 7.30 a change had come over the scene. Mr Seddon and Capt. Russell held a conference and an arrangement was arrived at to the effect that the Premier renewed his offer to give the Opposition a proportionate representation on Select Committees not yet appointed, and to promise that at an early date a reasonable opportunity would be afforded the House of reviewing its opinion on the question of control of Parliamentary officers. — [18, 1130, 158, 1369]
paragraph: Up to the time adjournment was reached this afternoon the House had sat continuously over the Estimates for 48 hours, with a brief respite for breakfast and lunch, and two clauses, lands and survey and the remaining items under police, had been disposed of. — [18, 167, 158, 276]
paragraph: As Ministers are anxious to place the Old Age Pension Bill on the statute book this session, to-night's sitting of the House will be occupied in the second reading of that measure. — [18, 1996, 158, 2072]
paragraph: Boys' and Men's Straw Hats, splendid value. Men's Heather Ribbed Woollen Sox 1s. Cashmere Plain and Ribbed. Merino 6d. Merino Pants, double spliced, 3s 6d. Large Selection New Bows and Scarfs. Tennis Shirts, immense variety, specially made at Home by a leading firm, and also Colonial make, "Kaiapoi," "Defiance," "Zealandia," and "Standard." All the Latest Designs. — [948, 448, 1102, 590]
thomson-name: James P. Thomson, — [959, 592, 1091, 609]
